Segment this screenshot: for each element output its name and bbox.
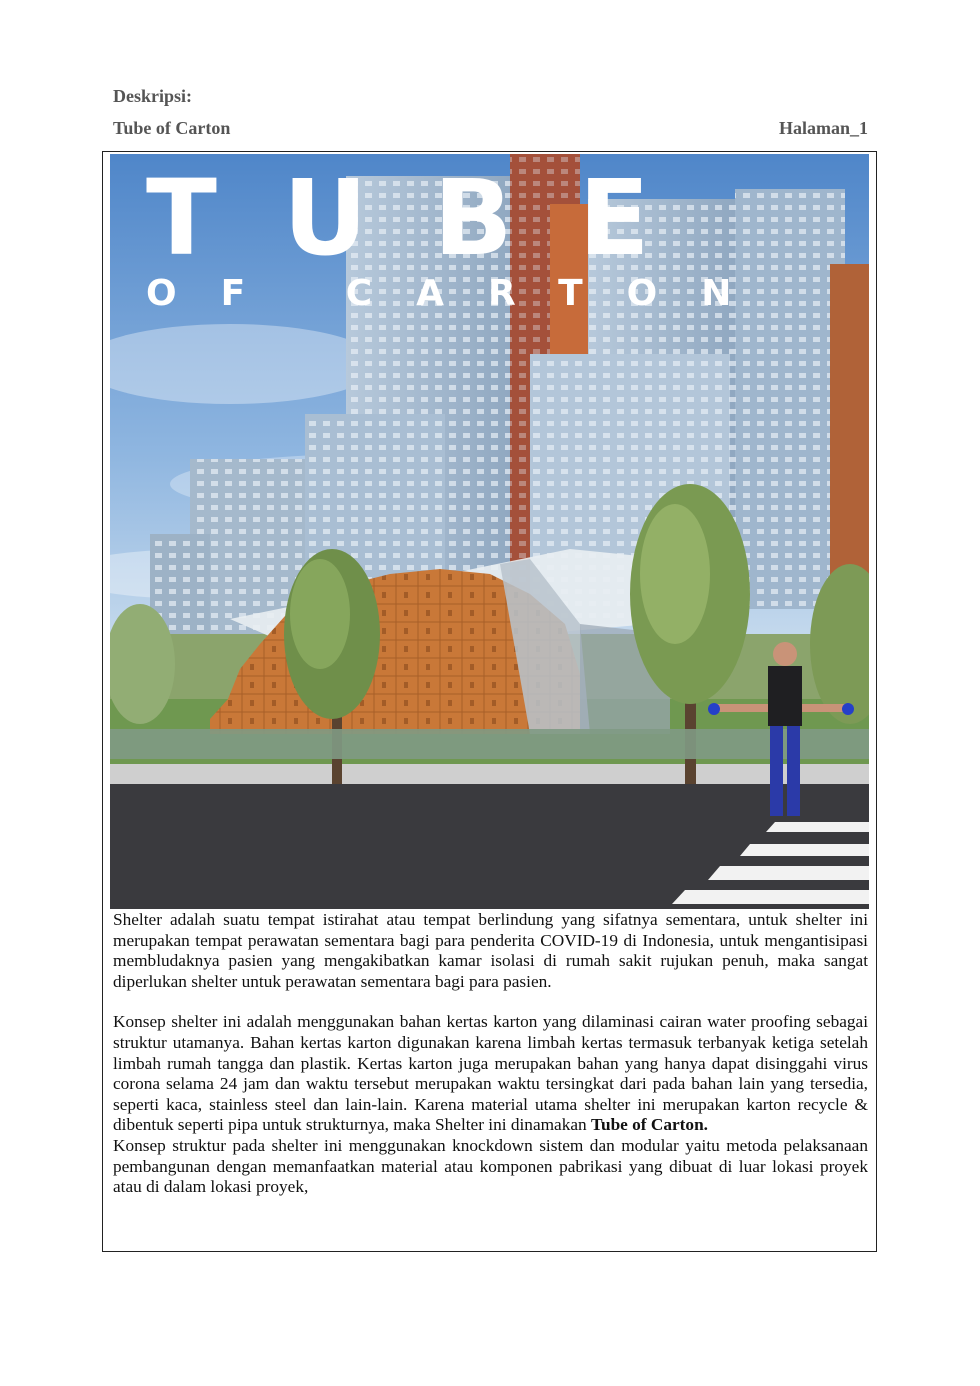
poster-title: TUBE xyxy=(146,157,716,279)
page-number: Halaman_1 xyxy=(778,118,868,138)
paragraph-3: Konsep struktur pada shelter ini menggunakan knockdown sistem dan modular yaitu metoda pelaksanaan pembangunan dengan memanfaatkan material atau komponen pabrikasi yang dibuat di luar lokasi proyek atau di dalam lokasi proyek, xyxy=(113,1135,868,1197)
paragraph-1: Shelter adalah suatu tempat istirahat atau tempat berlindung yang sifatnya sementara, untuk shelter ini merupakan tempat perawatan sementara bagi para penderita COVID-19 di Indonesia, untuk mengantisipasi membludaknya pasien yang mengakibatkan kamar isolasi di rumah sakit rujukan penuh, maka sangat diperlukan shelter untuk perawatan sementara bagi para pasien. xyxy=(113,910,868,991)
poster-subtitle: OF CARTON xyxy=(146,273,776,314)
architectural-render xyxy=(110,154,869,909)
doc-title: Tube of Carton xyxy=(113,118,231,138)
doc-label: Deskripsi: xyxy=(113,86,193,106)
paragraph-2: Konsep shelter ini adalah menggunakan bahan kertas karton yang dilaminasi cairan water proofing sebagai struktur utamanya. Bahan kertas karton digunakan karena limbah kertas termasuk terbanyak ketiga setelah limbah rumah tangga dan plastik. Kertas karton juga merupakan bahan yang hanya dapat disinggahi virus corona selama 24 jam dan waktu tersebut merupakan waktu tersingkat dari pada bahan lain yang tersedia, seperti kaca, stainless steel dan lain-lain. Karena material utama shelter ini merupakan karton recycle & dibentuk seperti pipa untuk strukturnya, maka Shelter ini dinamakan Tube of Carton. xyxy=(113,1012,868,1135)
description-text xyxy=(113,910,868,1198)
emphasis-name: Tube of Carton. xyxy=(591,1115,709,1135)
